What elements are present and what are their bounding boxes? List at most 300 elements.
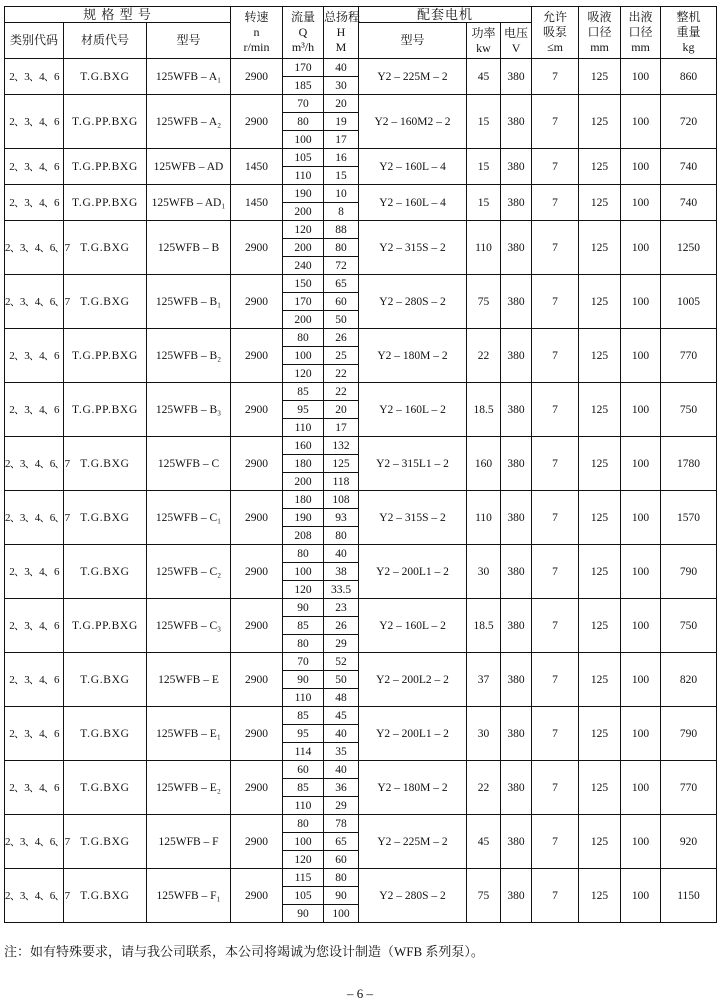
head-cell: 72 [324, 257, 359, 275]
flow-cell: 110 [283, 167, 324, 185]
outlet-label-1: 出液 [628, 10, 653, 24]
table-body [5, 59, 717, 923]
head-header [324, 7, 359, 59]
inlet-header [579, 7, 621, 59]
suction-lift-label-2: 吸泵 [543, 25, 568, 39]
voltage-cell: 380 [501, 491, 532, 545]
weight-cell: 770 [661, 329, 717, 383]
category-code-cell: 2、3、4、6 [5, 545, 64, 599]
head-cell: 22 [324, 383, 359, 401]
head-cell: 20 [324, 95, 359, 113]
voltage-cell: 380 [501, 59, 532, 95]
inlet-diameter-cell: 125 [579, 599, 621, 653]
voltage-header [501, 23, 532, 59]
speed-cell: 1450 [231, 185, 283, 221]
table-row [5, 815, 717, 833]
speed-symbol: n [253, 25, 260, 39]
inlet-diameter-cell: 125 [579, 95, 621, 149]
category-code-cell: 2、3、4、6、7 [5, 275, 64, 329]
motor-model-cell: Y2 – 160L – 2 [359, 599, 467, 653]
weight-cell: 1005 [661, 275, 717, 329]
flow-cell: 80 [283, 815, 324, 833]
pump-model-cell: 125WFB – AD₁ [147, 185, 231, 221]
category-code-cell: 2、3、4、6 [5, 149, 64, 185]
pump-model-cell: 125WFB – B₃ [147, 383, 231, 437]
inlet-label-2: 口径 [587, 25, 612, 39]
voltage-cell: 380 [501, 437, 532, 491]
speed-cell: 2900 [231, 653, 283, 707]
flow-cell: 110 [283, 689, 324, 707]
head-cell: 22 [324, 365, 359, 383]
head-cell: 132 [324, 437, 359, 455]
table-row [5, 149, 717, 167]
flow-cell: 200 [283, 203, 324, 221]
head-cell: 33.5 [324, 581, 359, 599]
motor-model-cell: Y2 – 315S – 2 [359, 221, 467, 275]
speed-cell: 2900 [231, 707, 283, 761]
head-cell: 50 [324, 311, 359, 329]
table-row [5, 599, 717, 617]
table-row [5, 491, 717, 509]
outlet-diameter-cell: 100 [621, 383, 661, 437]
weight-cell: 770 [661, 761, 717, 815]
power-cell: 110 [467, 491, 501, 545]
suction-lift-label-1: 允许 [543, 10, 568, 24]
suction-lift-cell: 7 [532, 545, 579, 599]
outlet-diameter-cell: 100 [621, 653, 661, 707]
flow-cell: 60 [283, 761, 324, 779]
pump-model-cell: 125WFB – C₁ [147, 491, 231, 545]
pump-model-cell: 125WFB – A₁ [147, 59, 231, 95]
speed-label: 转速 [244, 10, 269, 24]
head-cell: 93 [324, 509, 359, 527]
flow-cell: 170 [283, 293, 324, 311]
pump-model-cell: 125WFB – C [147, 437, 231, 491]
flow-header [283, 7, 324, 59]
head-unit: M [335, 40, 347, 54]
flow-cell: 240 [283, 257, 324, 275]
outlet-diameter-cell: 100 [621, 329, 661, 383]
head-cell: 80 [324, 239, 359, 257]
speed-cell: 2900 [231, 761, 283, 815]
power-cell: 110 [467, 221, 501, 275]
head-cell: 65 [324, 275, 359, 293]
head-cell: 90 [324, 887, 359, 905]
weight-cell: 750 [661, 599, 717, 653]
flow-cell: 70 [283, 95, 324, 113]
flow-cell: 200 [283, 239, 324, 257]
head-cell: 125 [324, 455, 359, 473]
material-code-cell: T.G.PP.BXG [64, 599, 147, 653]
category-code-cell: 2、3、4、6 [5, 59, 64, 95]
speed-cell: 2900 [231, 59, 283, 95]
material-code-cell: T.G.BXG [64, 437, 147, 491]
flow-cell: 200 [283, 473, 324, 491]
pump-model-cell: 125WFB – C₂ [147, 545, 231, 599]
outlet-diameter-cell: 100 [621, 185, 661, 221]
power-header [467, 23, 501, 59]
head-cell: 16 [324, 149, 359, 167]
power-cell: 75 [467, 275, 501, 329]
outlet-diameter-cell: 100 [621, 707, 661, 761]
speed-cell: 2900 [231, 599, 283, 653]
table-row [5, 545, 717, 563]
material-code-cell: T.G.BXG [64, 491, 147, 545]
suction-lift-unit: ≤m [547, 40, 563, 54]
inlet-diameter-cell: 125 [579, 149, 621, 185]
outlet-diameter-cell: 100 [621, 815, 661, 869]
weight-cell: 1780 [661, 437, 717, 491]
inlet-diameter-cell: 125 [579, 707, 621, 761]
flow-cell: 110 [283, 797, 324, 815]
head-cell: 40 [324, 59, 359, 77]
voltage-cell: 380 [501, 221, 532, 275]
power-cell: 15 [467, 185, 501, 221]
head-cell: 48 [324, 689, 359, 707]
inlet-diameter-cell: 125 [579, 437, 621, 491]
voltage-cell: 380 [501, 329, 532, 383]
head-cell: 17 [324, 131, 359, 149]
speed-cell: 2900 [231, 491, 283, 545]
inlet-diameter-cell: 125 [579, 653, 621, 707]
inlet-diameter-cell: 125 [579, 221, 621, 275]
material-code-cell: T.G.PP.BXG [64, 95, 147, 149]
category-code-cell: 2、3、4、6、7 [5, 815, 64, 869]
pump-model-cell: 125WFB – F [147, 815, 231, 869]
material-code-cell: T.G.BXG [64, 653, 147, 707]
speed-cell: 2900 [231, 437, 283, 491]
suction-lift-cell: 7 [532, 149, 579, 185]
head-cell: 20 [324, 401, 359, 419]
head-cell: 80 [324, 527, 359, 545]
flow-symbol: Q [298, 25, 308, 39]
motor-model-cell: Y2 – 180M – 2 [359, 329, 467, 383]
power-cell: 30 [467, 707, 501, 761]
weight-cell: 750 [661, 383, 717, 437]
suction-lift-cell: 7 [532, 383, 579, 437]
outlet-diameter-cell: 100 [621, 95, 661, 149]
table-row [5, 329, 717, 347]
speed-unit: r/min [243, 40, 270, 54]
inlet-diameter-cell: 125 [579, 761, 621, 815]
motor-model-cell: Y2 – 225M – 2 [359, 59, 467, 95]
voltage-cell: 380 [501, 761, 532, 815]
flow-cell: 95 [283, 725, 324, 743]
power-cell: 45 [467, 59, 501, 95]
head-cell: 50 [324, 671, 359, 689]
weight-cell: 920 [661, 815, 717, 869]
category-code-cell: 2、3、4、6 [5, 185, 64, 221]
pump-model-cell: 125WFB – E [147, 653, 231, 707]
motor-model-cell: Y2 – 315S – 2 [359, 491, 467, 545]
flow-cell: 80 [283, 113, 324, 131]
suction-lift-cell: 7 [532, 59, 579, 95]
power-cell: 45 [467, 815, 501, 869]
inlet-diameter-cell: 125 [579, 275, 621, 329]
flow-cell: 80 [283, 329, 324, 347]
motor-model-cell: Y2 – 160M2 – 2 [359, 95, 467, 149]
speed-cell: 2900 [231, 383, 283, 437]
motor-model-cell: Y2 – 225M – 2 [359, 815, 467, 869]
head-cell: 100 [324, 905, 359, 923]
voltage-unit: V [511, 40, 521, 55]
weight-cell: 1570 [661, 491, 717, 545]
spec-group-header: 规 格 型 号 [5, 7, 231, 23]
speed-cell: 2900 [231, 95, 283, 149]
inlet-diameter-cell: 125 [579, 815, 621, 869]
flow-label: 流量 [291, 10, 316, 24]
table-row [5, 383, 717, 401]
material-code-cell: T.G.BXG [64, 59, 147, 95]
head-label: 总扬程 [324, 10, 361, 24]
outlet-diameter-cell: 100 [621, 149, 661, 185]
weight-cell: 1150 [661, 869, 717, 923]
pump-model-cell: 125WFB – F₁ [147, 869, 231, 923]
voltage-cell: 380 [501, 383, 532, 437]
flow-cell: 85 [283, 383, 324, 401]
material-code-cell: T.G.PP.BXG [64, 329, 147, 383]
head-cell: 108 [324, 491, 359, 509]
motor-model-cell: Y2 – 160L – 4 [359, 185, 467, 221]
pump-model-cell: 125WFB – E₁ [147, 707, 231, 761]
power-cell: 18.5 [467, 599, 501, 653]
inlet-label-1: 吸液 [587, 10, 612, 24]
flow-cell: 105 [283, 887, 324, 905]
motor-model-header: 型号 [359, 23, 467, 59]
category-code-cell: 2、3、4、6、7 [5, 491, 64, 545]
voltage-cell: 380 [501, 545, 532, 599]
pump-model-cell: 125WFB – C₃ [147, 599, 231, 653]
material-code-cell: T.G.BXG [64, 545, 147, 599]
flow-cell: 100 [283, 347, 324, 365]
suction-lift-cell: 7 [532, 869, 579, 923]
category-code-cell: 2、3、4、6 [5, 383, 64, 437]
material-code-cell: T.G.BXG [64, 761, 147, 815]
flow-cell: 110 [283, 419, 324, 437]
category-code-cell: 2、3、4、6 [5, 95, 64, 149]
power-cell: 75 [467, 869, 501, 923]
power-cell: 22 [467, 329, 501, 383]
flow-unit: m³/h [291, 40, 315, 54]
inlet-diameter-cell: 125 [579, 329, 621, 383]
motor-model-cell: Y2 – 315L1 – 2 [359, 437, 467, 491]
flow-cell: 100 [283, 563, 324, 581]
suction-lift-cell: 7 [532, 95, 579, 149]
flow-cell: 85 [283, 707, 324, 725]
flow-cell: 85 [283, 617, 324, 635]
voltage-cell: 380 [501, 275, 532, 329]
head-cell: 10 [324, 185, 359, 203]
head-cell: 17 [324, 419, 359, 437]
flow-cell: 114 [283, 743, 324, 761]
table-row [5, 761, 717, 779]
weight-cell: 740 [661, 149, 717, 185]
table-row [5, 275, 717, 293]
table-row [5, 95, 717, 113]
voltage-cell: 380 [501, 653, 532, 707]
flow-cell: 120 [283, 221, 324, 239]
head-cell: 29 [324, 797, 359, 815]
outlet-diameter-cell: 100 [621, 275, 661, 329]
material-code-cell: T.G.PP.BXG [64, 149, 147, 185]
flow-cell: 90 [283, 905, 324, 923]
motor-model-cell: Y2 – 280S – 2 [359, 869, 467, 923]
suction-lift-cell: 7 [532, 653, 579, 707]
voltage-label: 电压 [504, 25, 529, 40]
flow-cell: 80 [283, 545, 324, 563]
outlet-unit: mm [631, 40, 650, 54]
speed-cell: 2900 [231, 545, 283, 599]
head-cell: 40 [324, 761, 359, 779]
motor-model-cell: Y2 – 200L1 – 2 [359, 707, 467, 761]
head-cell: 45 [324, 707, 359, 725]
pump-model-header: 型号 [147, 23, 231, 59]
weight-label-2: 重量 [676, 25, 701, 39]
flow-cell: 208 [283, 527, 324, 545]
table-row [5, 437, 717, 455]
material-code-cell: T.G.BXG [64, 815, 147, 869]
suction-lift-cell: 7 [532, 221, 579, 275]
flow-cell: 100 [283, 131, 324, 149]
category-code-cell: 2、3、4、6 [5, 653, 64, 707]
inlet-diameter-cell: 125 [579, 545, 621, 599]
flow-cell: 200 [283, 311, 324, 329]
head-cell: 118 [324, 473, 359, 491]
head-cell: 52 [324, 653, 359, 671]
category-code-cell: 2、3、4、6 [5, 707, 64, 761]
weight-cell: 790 [661, 707, 717, 761]
suction-lift-cell: 7 [532, 437, 579, 491]
flow-cell: 85 [283, 779, 324, 797]
pump-model-cell: 125WFB – AD [147, 149, 231, 185]
outlet-diameter-cell: 100 [621, 599, 661, 653]
head-cell: 19 [324, 113, 359, 131]
flow-cell: 105 [283, 149, 324, 167]
weight-cell: 740 [661, 185, 717, 221]
flow-cell: 160 [283, 437, 324, 455]
outlet-diameter-cell: 100 [621, 221, 661, 275]
voltage-cell: 380 [501, 185, 532, 221]
flow-cell: 180 [283, 455, 324, 473]
inlet-diameter-cell: 125 [579, 383, 621, 437]
flow-cell: 120 [283, 365, 324, 383]
weight-header [661, 7, 717, 59]
voltage-cell: 380 [501, 149, 532, 185]
category-code-cell: 2、3、4、6、7 [5, 437, 64, 491]
flow-cell: 100 [283, 833, 324, 851]
weight-label-1: 整机 [676, 10, 701, 24]
category-code-cell: 2、3、4、6、7 [5, 869, 64, 923]
table-row [5, 185, 717, 203]
weight-cell: 790 [661, 545, 717, 599]
page-number: – 6 – [347, 986, 373, 1001]
head-cell: 80 [324, 869, 359, 887]
weight-cell: 860 [661, 59, 717, 95]
head-cell: 30 [324, 77, 359, 95]
flow-cell: 120 [283, 581, 324, 599]
motor-model-cell: Y2 – 280S – 2 [359, 275, 467, 329]
flow-cell: 180 [283, 491, 324, 509]
inlet-diameter-cell: 125 [579, 491, 621, 545]
head-cell: 23 [324, 599, 359, 617]
flow-cell: 90 [283, 671, 324, 689]
motor-model-cell: Y2 – 180M – 2 [359, 761, 467, 815]
head-cell: 40 [324, 725, 359, 743]
flow-cell: 70 [283, 653, 324, 671]
head-cell: 15 [324, 167, 359, 185]
flow-cell: 170 [283, 59, 324, 77]
suction-lift-cell: 7 [532, 815, 579, 869]
inlet-diameter-cell: 125 [579, 185, 621, 221]
suction-lift-cell: 7 [532, 707, 579, 761]
head-cell: 26 [324, 329, 359, 347]
category-code-cell: 2、3、4、6、7 [5, 221, 64, 275]
suction-lift-cell: 7 [532, 185, 579, 221]
flow-cell: 190 [283, 185, 324, 203]
flow-cell: 120 [283, 851, 324, 869]
voltage-cell: 380 [501, 95, 532, 149]
head-cell: 8 [324, 203, 359, 221]
voltage-cell: 380 [501, 869, 532, 923]
material-code-header: 材质代号 [64, 23, 147, 59]
outlet-diameter-cell: 100 [621, 545, 661, 599]
pump-model-cell: 125WFB – B₁ [147, 275, 231, 329]
head-cell: 78 [324, 815, 359, 833]
suction-lift-cell: 7 [532, 599, 579, 653]
inlet-diameter-cell: 125 [579, 59, 621, 95]
head-symbol: H [336, 25, 346, 39]
head-cell: 40 [324, 545, 359, 563]
outlet-diameter-cell: 100 [621, 761, 661, 815]
weight-cell: 720 [661, 95, 717, 149]
table-row [5, 653, 717, 671]
inlet-unit: mm [590, 40, 609, 54]
outlet-diameter-cell: 100 [621, 437, 661, 491]
head-cell: 26 [324, 617, 359, 635]
speed-cell: 2900 [231, 869, 283, 923]
material-code-cell: T.G.BXG [64, 221, 147, 275]
suction-lift-cell: 7 [532, 329, 579, 383]
pump-spec-table [4, 6, 717, 923]
power-cell: 30 [467, 545, 501, 599]
head-cell: 60 [324, 293, 359, 311]
speed-cell: 2900 [231, 275, 283, 329]
head-cell: 35 [324, 743, 359, 761]
outlet-diameter-cell: 100 [621, 59, 661, 95]
header-row-1 [5, 7, 717, 23]
material-code-cell: T.G.PP.BXG [64, 383, 147, 437]
suction-lift-cell: 7 [532, 491, 579, 545]
inlet-diameter-cell: 125 [579, 869, 621, 923]
category-code-cell: 2、3、4、6 [5, 761, 64, 815]
pump-model-cell: 125WFB – E₂ [147, 761, 231, 815]
motor-model-cell: Y2 – 160L – 2 [359, 383, 467, 437]
head-cell: 65 [324, 833, 359, 851]
outlet-diameter-cell: 100 [621, 869, 661, 923]
flow-cell: 90 [283, 599, 324, 617]
category-code-cell: 2、3、4、6 [5, 599, 64, 653]
pump-model-cell: 125WFB – B [147, 221, 231, 275]
head-cell: 38 [324, 563, 359, 581]
table-row [5, 59, 717, 77]
head-cell: 36 [324, 779, 359, 797]
power-cell: 37 [467, 653, 501, 707]
power-cell: 15 [467, 149, 501, 185]
power-label: 功率 [471, 25, 496, 40]
power-cell: 160 [467, 437, 501, 491]
footnote: 注：如有特殊要求，请与我公司联系，本公司将竭诚为您设计制造（WFB 系列泵）。 [4, 944, 484, 959]
head-cell: 88 [324, 221, 359, 239]
